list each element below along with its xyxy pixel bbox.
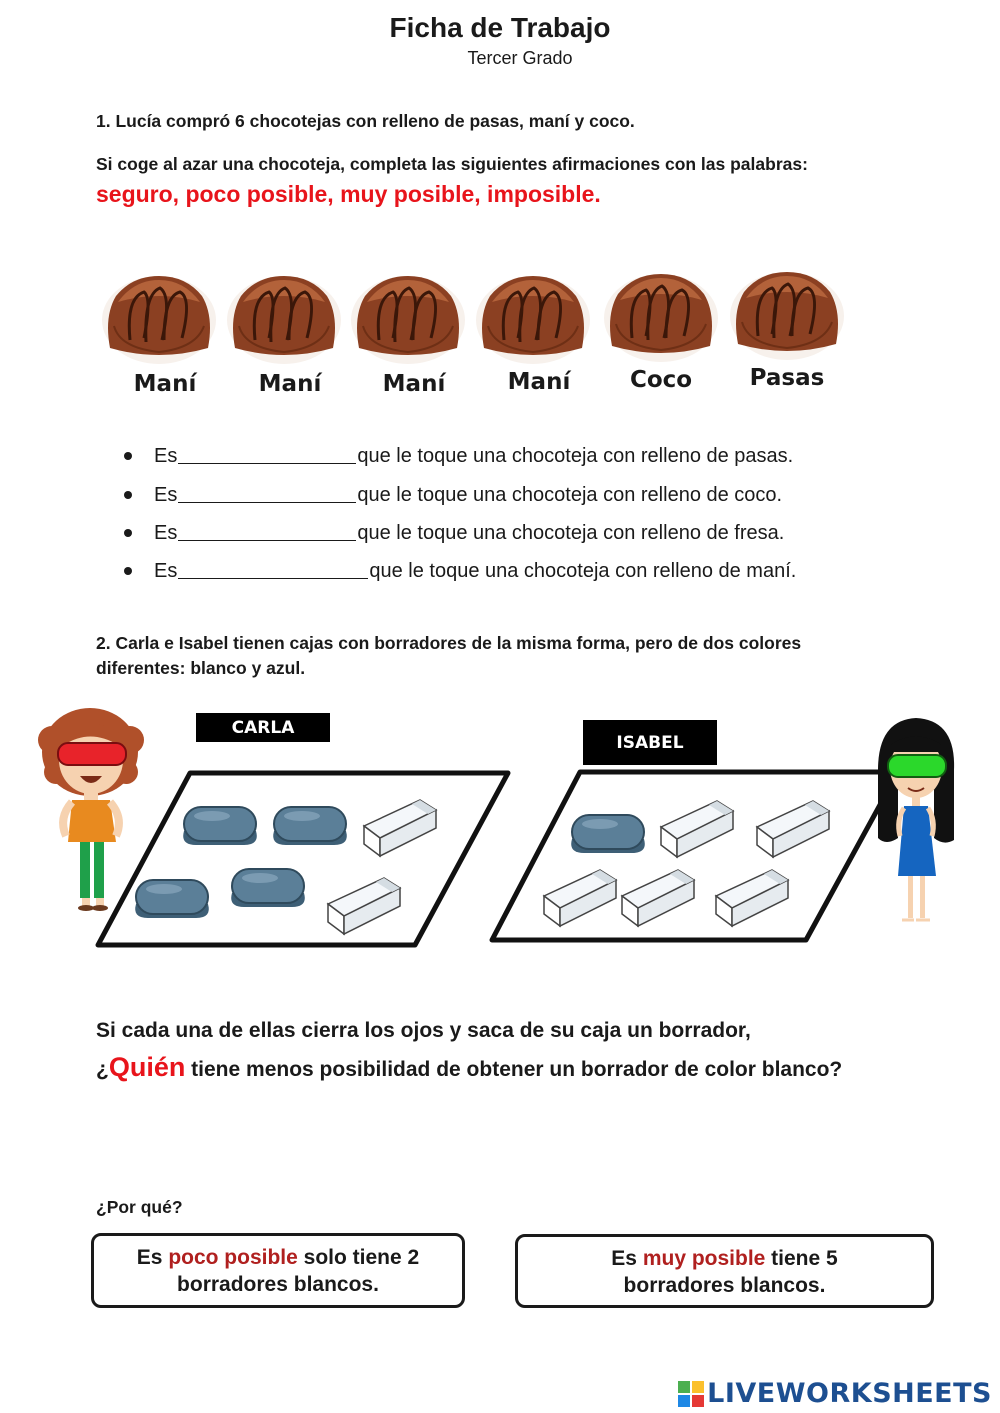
statement-row [124, 555, 796, 583]
statement-row [124, 479, 782, 507]
answer-left-line1 [94, 1244, 462, 1271]
answer-right-line2: borradores blancos. [623, 1274, 826, 1297]
chocoteja-label: Maní [133, 371, 197, 397]
carla-name-tag: CARLA [196, 713, 330, 742]
blue-eraser [183, 807, 257, 845]
blindfold-icon [888, 755, 946, 777]
answer-option-right[interactable] [515, 1234, 934, 1308]
answer-blank[interactable] [178, 443, 356, 464]
chocoteja-icon [100, 268, 218, 368]
q1-statement: 1. Lucía compró 6 chocotejas con relleno de pasas, maní y coco. [96, 111, 635, 131]
blue-eraser [273, 807, 347, 845]
q2-question-line2 [96, 1052, 842, 1083]
answer-blank[interactable] [178, 558, 368, 579]
statement-row [124, 517, 784, 545]
white-eraser [364, 800, 436, 856]
chocoteja-label: Pasas [749, 365, 825, 391]
blue-eraser [135, 880, 209, 918]
statement-prefix: Es [154, 522, 178, 544]
why-label: ¿Por qué? [96, 1197, 183, 1217]
q2-statement-line1: 2. Carla e Isabel tienen cajas con borradores de la misma forma, pero de dos colores [96, 633, 802, 653]
isabel-character [878, 718, 954, 920]
q1-word-bank: seguro, poco posible, muy posible, imposible. [96, 181, 601, 207]
blindfold-icon [58, 743, 126, 765]
statement-row [124, 440, 793, 468]
answer-left-highlight: poco posible [168, 1246, 298, 1269]
blue-eraser [571, 815, 645, 853]
answer-right-highlight: muy posible [642, 1247, 766, 1270]
chocoteja-label: Coco [629, 367, 693, 393]
liveworksheets-logo [678, 1378, 992, 1409]
statement-prefix: Es [154, 484, 178, 506]
statement-prefix: Es [154, 560, 178, 582]
chocoteja-icon [728, 264, 846, 364]
white-eraser [661, 801, 733, 857]
answer-blank[interactable] [178, 482, 356, 503]
answer-right-pre: Es [611, 1247, 643, 1270]
answer-left-post: solo tiene 2 [297, 1246, 420, 1269]
chocoteja-icon [474, 268, 592, 368]
carla-box [98, 773, 508, 945]
statement-suffix: que le toque una chocoteja con relleno de maní. [369, 560, 797, 582]
liveworksheets-logo-icon [678, 1381, 704, 1407]
bullet-icon [124, 567, 132, 575]
q2-question-rest: tiene menos posibilidad de obtener un borrador de color blanco? [185, 1058, 843, 1081]
white-eraser [716, 870, 788, 926]
q2-statement-line2: diferentes: blanco y azul. [96, 658, 306, 678]
statement-prefix: Es [154, 445, 178, 467]
q2-question-who: Quién [108, 1052, 186, 1082]
answer-right-line1 [518, 1245, 931, 1272]
isabel-name-tag: ISABEL [583, 720, 717, 765]
white-eraser [622, 870, 694, 926]
statement-suffix: que le toque una chocoteja con relleno de pasas. [357, 445, 794, 467]
page-title: Ficha de Trabajo [389, 12, 611, 43]
q2-question-open: ¿ [96, 1058, 109, 1081]
q1-instruction: Si coge al azar una chocoteja, completa las siguientes afirmaciones con las palabras: [96, 154, 808, 174]
white-eraser [328, 878, 400, 934]
bullet-icon [124, 491, 132, 499]
eraser-boxes-illustration [0, 690, 1000, 970]
blue-eraser [231, 869, 305, 907]
bullet-icon [124, 452, 132, 460]
chocoteja-icon [225, 268, 343, 368]
answer-option-left[interactable] [91, 1233, 465, 1308]
chocoteja-label: Maní [258, 371, 322, 397]
chocoteja-icon [349, 268, 467, 368]
bullet-icon [124, 529, 132, 537]
answer-right-post: tiene 5 [765, 1247, 838, 1270]
white-eraser [757, 801, 829, 857]
page-subtitle: Tercer Grado [467, 48, 573, 68]
carla-character [38, 708, 144, 911]
statement-suffix: que le toque una chocoteja con relleno de fresa. [357, 522, 785, 544]
liveworksheets-logo-text: LIVEWORKSHEETS [707, 1378, 992, 1409]
chocoteja-label: Maní [507, 369, 571, 395]
chocoteja-icon [602, 266, 720, 366]
answer-blank[interactable] [178, 520, 356, 541]
statement-suffix: que le toque una chocoteja con relleno de coco. [357, 484, 783, 506]
answer-left-line2: borradores blancos. [177, 1273, 379, 1296]
answer-left-pre: Es [136, 1246, 169, 1269]
q2-question-line1: Si cada una de ellas cierra los ojos y saca de su caja un borrador, [96, 1019, 751, 1042]
white-eraser [544, 870, 616, 926]
chocoteja-label: Maní [382, 371, 446, 397]
